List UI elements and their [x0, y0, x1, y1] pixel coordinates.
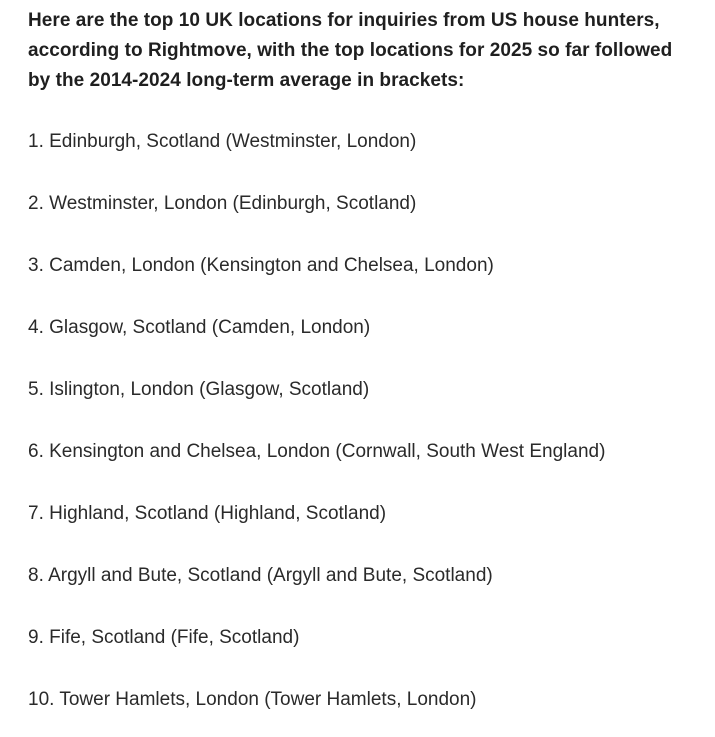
- list-item: 1. Edinburgh, Scotland (Westminster, London): [28, 131, 417, 152]
- list-item: 9. Fife, Scotland (Fife, Scotland): [28, 627, 300, 648]
- intro-paragraph: Here are the top 10 UK locations for inquiries from US house hunters, according to Rightmove, with the top locations for 2025 so far followed by the 2014-2024 long-term average in brackets:: [28, 10, 673, 91]
- list-item: 10. Tower Hamlets, London (Tower Hamlets, London): [28, 689, 477, 710]
- list-item: 2. Westminster, London (Edinburgh, Scotland): [28, 193, 417, 214]
- list-item: 3. Camden, London (Kensington and Chelsea, London): [28, 255, 494, 276]
- list-item: 8. Argyll and Bute, Scotland (Argyll and Bute, Scotland): [28, 565, 493, 586]
- list-item: 7. Highland, Scotland (Highland, Scotland): [28, 503, 387, 524]
- locations-list: [28, 127, 685, 715]
- list-item: 6. Kensington and Chelsea, London (Cornwall, South West England): [28, 441, 606, 462]
- list-item: 5. Islington, London (Glasgow, Scotland): [28, 379, 370, 400]
- list-item: 4. Glasgow, Scotland (Camden, London): [28, 317, 371, 338]
